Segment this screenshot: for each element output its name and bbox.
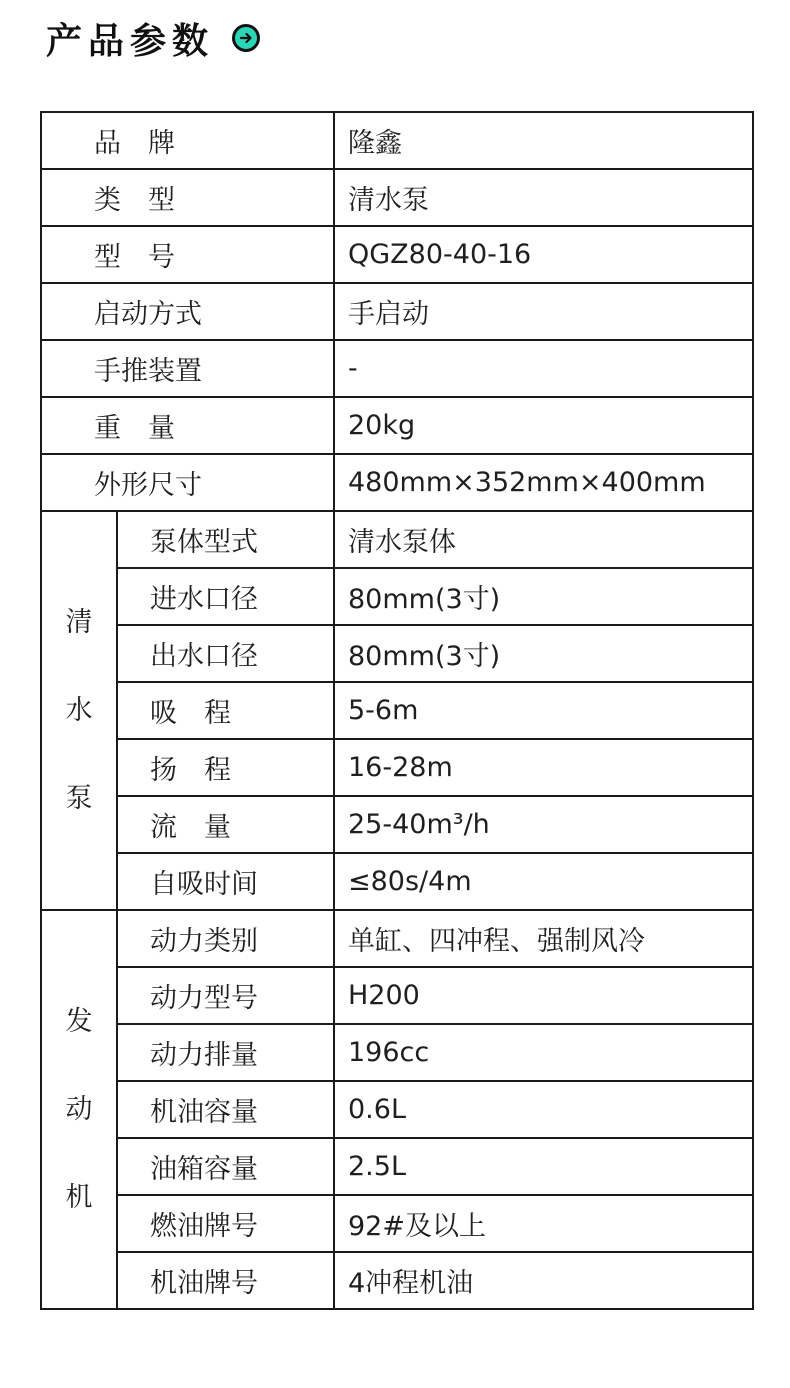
table-row xyxy=(41,796,753,853)
table-row xyxy=(41,625,753,682)
param-value: 清水泵体 xyxy=(334,511,753,568)
table-row xyxy=(41,454,753,511)
param-value: 4冲程机油 xyxy=(334,1252,753,1309)
param-label: 动力类别 xyxy=(117,910,334,967)
param-value: 5-6m xyxy=(334,682,753,739)
param-value: 隆鑫 xyxy=(334,112,753,169)
param-label: 燃油牌号 xyxy=(117,1195,334,1252)
table-row xyxy=(41,967,753,1024)
param-value: 480mm×352mm×400mm xyxy=(334,454,753,511)
param-value: 196cc xyxy=(334,1024,753,1081)
table-row xyxy=(41,1252,753,1309)
table-row xyxy=(41,511,753,568)
param-value: 80mm(3寸) xyxy=(334,568,753,625)
param-value: ≤80s/4m xyxy=(334,853,753,910)
param-label: 动力排量 xyxy=(117,1024,334,1081)
param-value: 手启动 xyxy=(334,283,753,340)
param-label xyxy=(41,169,334,226)
param-value: 80mm(3寸) xyxy=(334,625,753,682)
table-row xyxy=(41,1081,753,1138)
param-label-text: 类 型 xyxy=(94,185,175,216)
param-value: 2.5L xyxy=(334,1138,753,1195)
param-label: 机油容量 xyxy=(117,1081,334,1138)
table-row xyxy=(41,1024,753,1081)
param-label xyxy=(41,112,334,169)
arrow-right-circle-icon[interactable] xyxy=(232,24,260,52)
param-label: 自吸时间 xyxy=(117,853,334,910)
table-row xyxy=(41,853,753,910)
param-value: 0.6L xyxy=(334,1081,753,1138)
param-label: 手推装置 xyxy=(41,340,334,397)
table-row xyxy=(41,112,753,169)
table-row xyxy=(41,397,753,454)
product-params-table xyxy=(40,111,754,1310)
table-row xyxy=(41,568,753,625)
table-row xyxy=(41,1138,753,1195)
param-value: - xyxy=(334,340,753,397)
table-row xyxy=(41,169,753,226)
param-value: 清水泵 xyxy=(334,169,753,226)
section-header xyxy=(46,14,260,62)
param-label-text: 吸 程 xyxy=(150,698,231,729)
param-label-text: 流 量 xyxy=(150,812,231,843)
param-label xyxy=(117,682,334,739)
param-label xyxy=(41,397,334,454)
table-row xyxy=(41,283,753,340)
param-value: 20kg xyxy=(334,397,753,454)
param-label: 机油牌号 xyxy=(117,1252,334,1309)
group-label-text: 发动机 xyxy=(65,1005,93,1213)
param-label-text: 型 号 xyxy=(94,242,175,273)
param-label: 油箱容量 xyxy=(117,1138,334,1195)
param-value: 25-40m³/h xyxy=(334,796,753,853)
param-label-text: 重 量 xyxy=(94,413,175,444)
param-label: 启动方式 xyxy=(41,283,334,340)
param-value: 92#及以上 xyxy=(334,1195,753,1252)
table-row xyxy=(41,340,753,397)
param-label-text: 品 牌 xyxy=(94,128,175,159)
param-label: 泵体型式 xyxy=(117,511,334,568)
param-label xyxy=(117,796,334,853)
param-value: 16-28m xyxy=(334,739,753,796)
param-label: 外形尺寸 xyxy=(41,454,334,511)
group-label-pump xyxy=(41,511,117,910)
param-label: 出水口径 xyxy=(117,625,334,682)
table-row xyxy=(41,226,753,283)
page-title: 产品参数 xyxy=(46,20,215,62)
group-label-text: 清水泵 xyxy=(65,606,93,814)
param-label xyxy=(41,226,334,283)
table-row xyxy=(41,1195,753,1252)
param-label: 进水口径 xyxy=(117,568,334,625)
group-label-engine xyxy=(41,910,117,1309)
table-row xyxy=(41,682,753,739)
param-value: QGZ80-40-16 xyxy=(334,226,753,283)
table-row xyxy=(41,910,753,967)
param-value: 单缸、四冲程、强制风冷 xyxy=(334,910,753,967)
table-row xyxy=(41,739,753,796)
param-label-text: 扬 程 xyxy=(150,755,231,786)
param-label xyxy=(117,739,334,796)
param-label: 动力型号 xyxy=(117,967,334,1024)
param-value: H200 xyxy=(334,967,753,1024)
